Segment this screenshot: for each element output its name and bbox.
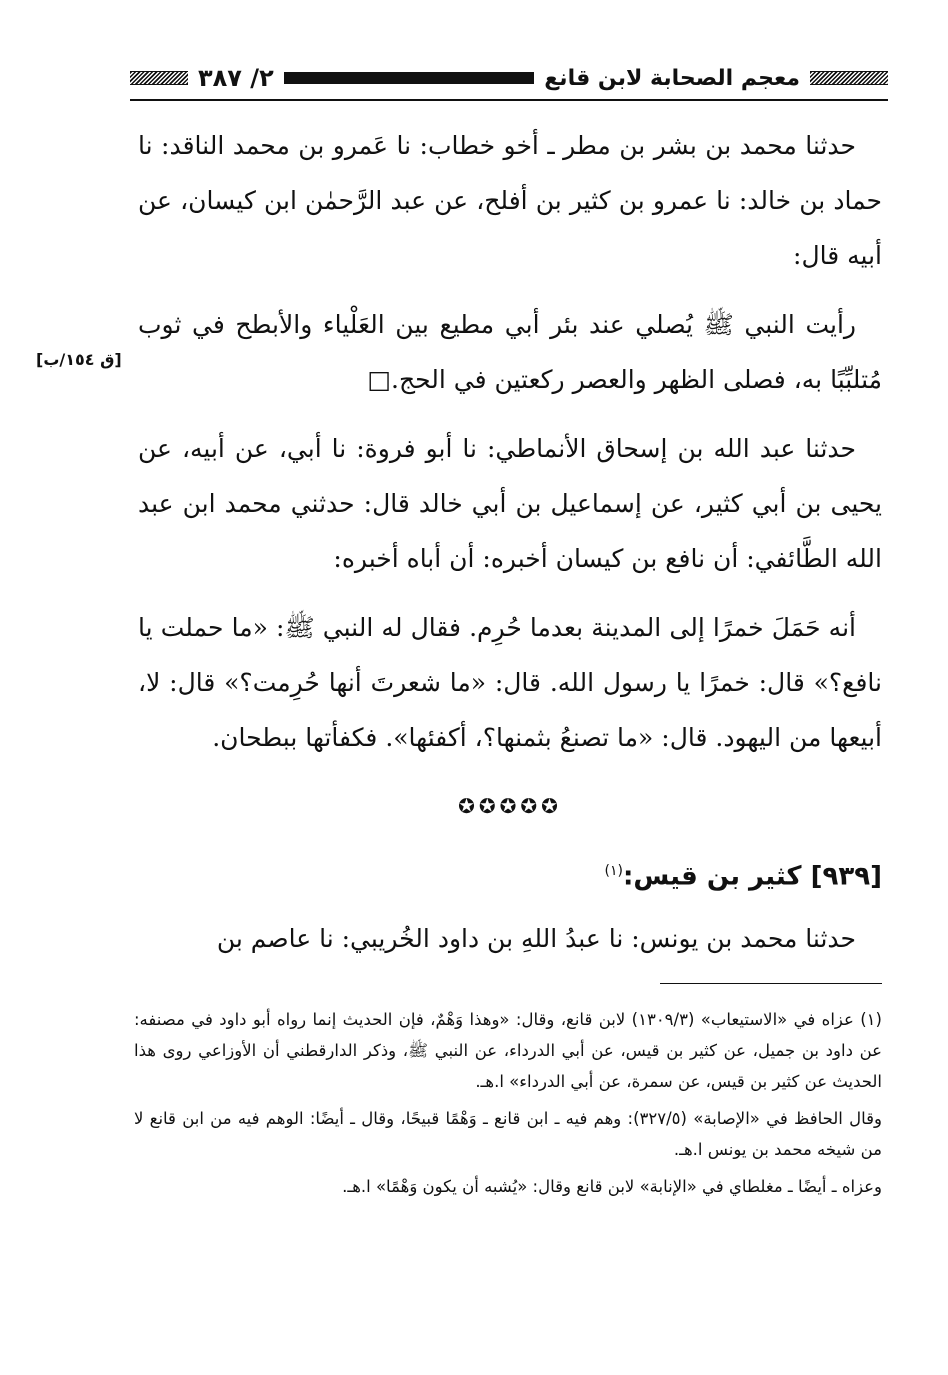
footnote-1: (١) عزاه في «الاستيعاب» (١٣٠٩/٣) لابن قانع، وقال: «وهذا وَهْمٌ، فإن الحديث إنما رواه أبو داود في مصنفه: عن داود بن جميل، عن كثير بن قيس، عن أبي الدرداء، عن النبي ﷺ، وذكر الدارقطني أن الأوزاعي روى هذا الحديث عن كثير بن قيس، عن سمرة، عن أبي الدرداء» ا.هـ.: [134, 1010, 882, 1091]
section-separator: ✪✪✪✪✪: [458, 794, 562, 818]
footnotes: [134, 1004, 882, 1208]
entry-first-line: حدثنا محمد بن يونس: نا عبدُ اللهِ بن داود الخُريبي: نا عاصم بن: [216, 923, 856, 953]
isnad-paragraph-2: حدثنا عبد الله بن إسحاق الأنماطي: نا أبو فروة: نا أبي، عن أبيه، عن يحيى بن أبي كثير، عن إسماعيل بن أبي خالد قال: حدثني محمد ابن عبد الله الطَّائفي: أن نافع بن كيسان أخبره: أن أباه أخبره:: [138, 434, 882, 573]
matn-paragraph-1: رأيت النبي ﷺ يُصلي عند بئر أبي مطيع بين العَلْياء والأبطح في ثوب مُتلبِّبًا به، فصلى الظهر والعصر ركعتين في الحج.□: [138, 310, 882, 394]
header-title: معجم الصحابة لابن قانع: [544, 65, 800, 91]
entry-heading: [138, 844, 882, 905]
isnad-paragraph-1: حدثنا محمد بن بشر بن مطر ـ أخو خطاب: نا عَمرو بن محمد الناقد: نا حماد بن خالد: نا عمرو بن كثير بن أفلح، عن عبد الرَّحمٰن ابن كيسان، عن أبيه قال:: [138, 131, 882, 270]
header-ornament-left: [130, 71, 188, 85]
footnote-1-continued-b: وعزاه ـ أيضًا ـ مغلطاي في «الإنابة» لابن قانع وقال: «يُشبه أن يكون وَهْمًا» ا.هـ.: [342, 1177, 882, 1196]
footnote-divider: [660, 983, 882, 984]
page-number: ٢/ ٣٨٧: [198, 64, 274, 92]
manuscript-folio-note: [ق ١٥٤/ب]: [36, 350, 122, 369]
main-text: [138, 118, 882, 980]
header-rule: [130, 99, 888, 101]
footnote-1-continued-a: وقال الحافظ في «الإصابة» (٣٢٧/٥): وهم فيه ـ ابن قانع ـ وَهْمًا قبيحًا، وقال ـ أيضًا: الوهم فيه من ابن قانع لا من شيخه محمد بن يونس ا.هـ.: [134, 1109, 882, 1159]
header-bar: [284, 72, 535, 84]
footnote-reference: (١): [604, 863, 623, 879]
running-header: [130, 60, 888, 96]
matn-paragraph-2: أنه حَمَلَ خمرًا إلى المدينة بعدما حُرِم. فقال له النبي ﷺ: «ما حملت يا نافع؟» قال: خمرًا يا رسول الله. قال: «ما شعرتَ أنها حُرِمت؟» قال: لا، أبيعها من اليهود. قال: «ما تصنعُ بثمنها؟، أكفئها». فكفأتها ببطحان.: [138, 613, 882, 752]
entry-title: [٩٣٩] كثير بن قيس:: [622, 861, 882, 892]
header-ornament-right: [810, 71, 888, 85]
